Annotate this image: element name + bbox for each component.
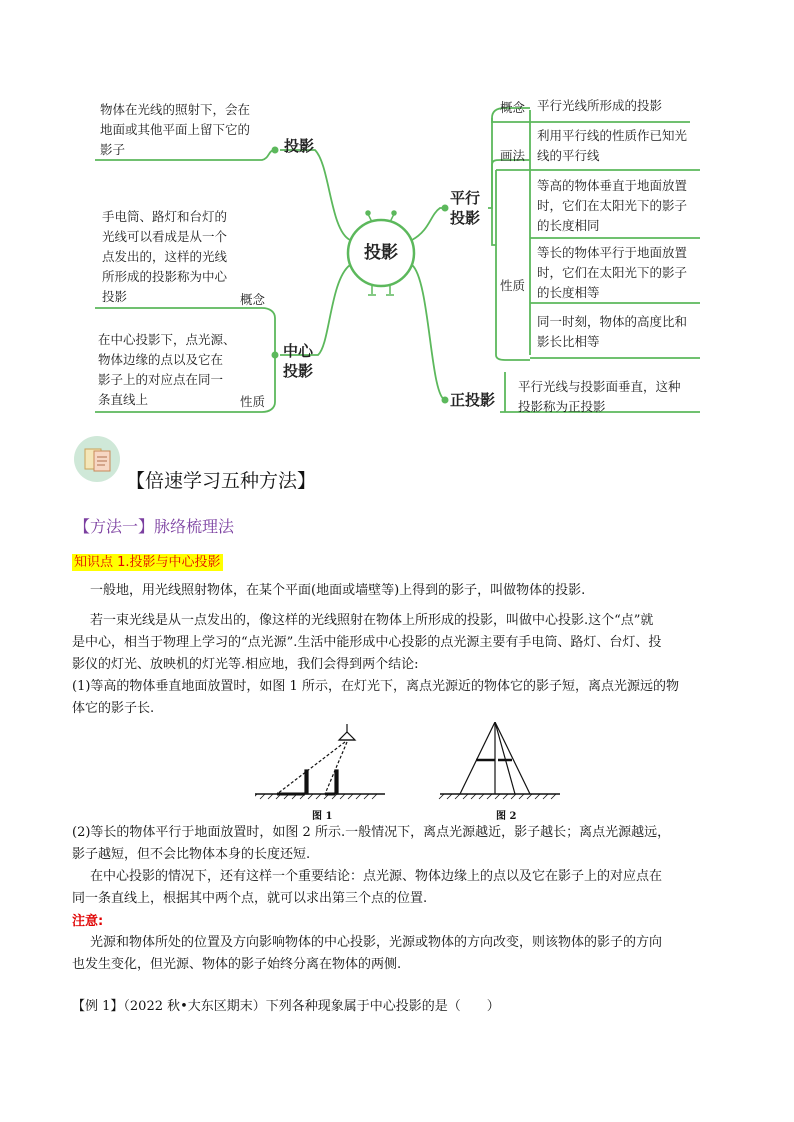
parallel-draw-label: 画法	[500, 148, 526, 163]
parallel-property-1: 等高的物体垂直于地面放置 时，它们在太阳光下的影子 的长度相同	[537, 178, 688, 233]
parallel-property-3: 同一时刻，物体的高度比和 影长比相等	[537, 314, 688, 349]
orthographic-desc: 平行光线与投影面垂直，这种 投影称为正投影	[518, 379, 681, 414]
paragraph-2: 若一束光线是从一点发出的，像这样的光线照射在物体上所形成的投影，叫做中心投影.这个“点”就 是中心，相当于物理上学习的“点光源”.生活中能形成中心投影的点光源主要有手电筒、路灯、台灯、投 影仪的灯光、放映机的灯光等.相应地，我们会得到两个结论:	[72, 613, 662, 672]
knowledge-point	[72, 551, 223, 570]
figure-2	[439, 722, 560, 799]
figure-1-caption: 图 1	[312, 811, 333, 822]
paragraph-3: (1)等高的物体垂直地面放置时，如图 1 所示，在灯光下，离点光源近的物体它的影子短，离点光源远的物 体它的影子长.	[72, 679, 679, 716]
parallel-property-2: 等长的物体平行于地面放置 时，它们在太阳光下的影子 的长度相等	[537, 245, 688, 300]
parallel-draw-desc: 利用平行线的性质作已知光 线的平行线	[537, 128, 688, 163]
central-concept-label: 概念	[240, 292, 266, 307]
central-label: 中心 投影	[283, 342, 314, 380]
central-property-desc: 在中心投影下，点光源、 物体边缘的点以及它在 影子上的对应点在同一 条直线上	[98, 332, 236, 407]
figures	[255, 722, 575, 822]
figure-1	[255, 724, 385, 799]
knowledge-point-label: 知识点 1.投影与中心投影	[74, 555, 221, 570]
paragraph-6: 光源和物体所处的位置及方向影响物体的中心投影，光源或物体的方向改变，则该物体的影子的方向 也发生变化，但光源、物体的影子始终分离在物体的两侧.	[72, 935, 663, 972]
central-concept-desc: 手电筒、路灯和台灯的 光线可以看成是从一个 点发出的，这样的光线 所形成的投影称为中心 投影	[102, 209, 228, 304]
parallel-concept-desc: 平行光线所形成的投影	[537, 98, 663, 113]
parallel-property-label: 性质	[500, 278, 526, 293]
section-title: 【倍速学习五种方法】	[126, 470, 317, 492]
method-title: 【方法一】脉络梳理法	[74, 517, 235, 536]
parallel-concept-label: 概念	[500, 100, 526, 115]
example-1: 【例 1】（2022 秋•大东区期末）下列各种现象属于中心投影的是（ ）	[72, 999, 500, 1014]
paragraph-1: 一般地，用光线照射物体，在某个平面(地面或墙壁等)上得到的影子，叫做物体的投影.	[90, 583, 586, 598]
projection-desc: 物体在光线的照射下，会在 地面或其他平面上留下它的 影子	[100, 102, 251, 157]
figure-2-caption: 图 2	[496, 811, 517, 822]
orthographic-label: 正投影	[450, 391, 496, 409]
note-label: 注意:	[72, 914, 104, 929]
notebook-icon	[74, 436, 120, 482]
parallel-label: 平行 投影	[450, 189, 481, 227]
paragraph-5: 在中心投影的情况下，还有这样一个重要结论：点光源、物体边缘上的点以及它在影子上的对应点在 同一条直线上，根据其中两个点，就可以求出第三个点的位置.	[72, 869, 663, 906]
paragraph-4: (2)等长的物体平行于地面放置时，如图 2 所示.一般情况下，离点光源越近，影子越长；离点光源越远， 影子越短，但不会比物体本身的长度还短.	[72, 825, 671, 862]
central-property-label: 性质	[240, 394, 266, 409]
mindmap-center: 投影	[364, 243, 398, 263]
projection-label: 投影	[284, 137, 315, 155]
